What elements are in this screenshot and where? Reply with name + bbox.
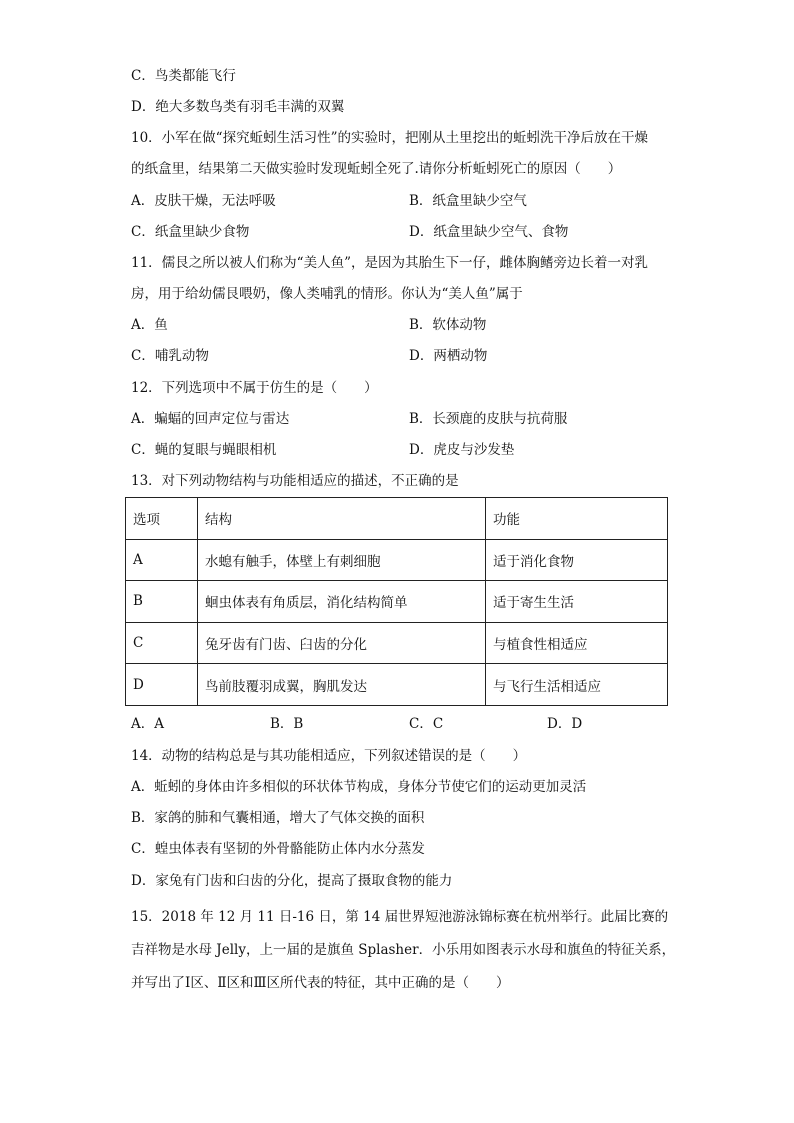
q12-option-d: D．虎皮与沙发垫 <box>409 442 515 458</box>
table-cell: B <box>126 581 198 623</box>
q11-option-b: B．软体动物 <box>409 317 487 333</box>
q15-stem-line2: 吉祥物是水母 Jelly，上一届的是旗鱼 Splasher．小乐用如图表示水母和旗鱼的特征关系， <box>131 942 676 958</box>
q14-option-b: B．家鸽的肺和气囊相通，增大了气体交换的面积 <box>131 810 425 826</box>
table-cell: 水螅有触手，体壁上有刺细胞 <box>198 539 486 581</box>
table-header-cell: 结构 <box>198 498 486 540</box>
q15-stem-line3: 并写出了Ⅰ区、Ⅱ区和Ⅲ区所代表的特征，其中正确的是（ ） <box>131 975 510 991</box>
q10-option-a: A．皮肤干燥，无法呼吸 <box>131 193 276 209</box>
q11-option-d: D．两栖动物 <box>409 348 488 364</box>
q12-stem: 12．下列选项中不属于仿生的是（ ） <box>131 380 378 396</box>
q9-option-c: C．鸟类都能飞行 <box>131 68 236 84</box>
table-header-cell: 功能 <box>486 498 668 540</box>
table-row <box>126 581 668 623</box>
q13-stem: 13．对下列动物结构与功能相适应的描述，不正确的是 <box>131 473 459 489</box>
table-cell: 与飞行生活相适应 <box>486 664 668 706</box>
q10-stem-line2: 的纸盒里，结果第二天做实验时发现蚯蚓全死了.请你分析蚯蚓死亡的原因（ ） <box>131 161 622 177</box>
table-cell: 适于消化食物 <box>486 539 668 581</box>
table-row <box>126 539 668 581</box>
q12-option-b: B．长颈鹿的皮肤与抗荷服 <box>409 411 568 427</box>
q10-option-b: B．纸盒里缺少空气 <box>409 193 527 209</box>
table-cell: C <box>126 622 198 664</box>
table-row <box>126 622 668 664</box>
q13-option-b: B．B <box>270 716 304 732</box>
table-header-row <box>126 498 668 540</box>
table-cell: 适于寄生生活 <box>486 581 668 623</box>
table-cell: A <box>126 539 198 581</box>
q14-stem: 14．动物的结构总是与其功能相适应，下列叙述错误的是（ ） <box>131 748 527 764</box>
q13-options-row <box>131 714 671 734</box>
q9-option-d: D．绝大多数鸟类有羽毛丰满的双翼 <box>131 99 345 115</box>
q11-stem-line1: 11．儒艮之所以被人们称为“美人鱼”，是因为其胎生下一仔，雌体胸鳍旁边长着一对乳 <box>131 255 648 271</box>
q10-option-d: D．纸盒里缺少空气、食物 <box>409 224 569 240</box>
q10-option-c: C．纸盒里缺少食物 <box>131 224 250 240</box>
table-cell: 蛔虫体表有角质层，消化结构简单 <box>198 581 486 623</box>
q13-option-a: A．A <box>131 716 164 732</box>
q15-stem-line1: 15．2018 年 12 月 11 日-16 日，第 14 届世界短池游泳锦标赛在杭州举行。此届比赛的 <box>131 909 669 925</box>
q10-stem-line1: 10．小军在做“探究蚯蚓生活习性”的实验时，把刚从土里挖出的蚯蚓洗干净后放在干燥 <box>131 130 648 146</box>
q11-option-c: C．哺乳动物 <box>131 348 209 364</box>
q13-option-c: C．C <box>409 716 444 732</box>
q13-table <box>125 497 668 706</box>
q11-stem-line2: 房，用于给幼儒艮喂奶，像人类哺乳的情形。你认为“美人鱼”属于 <box>131 286 523 302</box>
table-cell: 鸟前肢覆羽成翼，胸肌发达 <box>198 664 486 706</box>
table-header-cell: 选项 <box>126 498 198 540</box>
table-cell: D <box>126 664 198 706</box>
table-row <box>126 664 668 706</box>
q14-option-d: D．家兔有门齿和臼齿的分化，提高了摄取食物的能力 <box>131 873 453 889</box>
q11-option-a: A．鱼 <box>131 317 168 333</box>
q14-option-a: A．蚯蚓的身体由许多相似的环状体节构成，身体分节使它们的运动更加灵活 <box>131 779 587 795</box>
q12-option-a: A．蝙蝠的回声定位与雷达 <box>131 411 290 427</box>
q14-option-c: C．蝗虫体表有坚韧的外骨骼能防止体内水分蒸发 <box>131 841 425 857</box>
q13-option-d: D．D <box>547 716 583 732</box>
table-cell: 与植食性相适应 <box>486 622 668 664</box>
q12-option-c: C．蝇的复眼与蝇眼相机 <box>131 442 277 458</box>
table-cell: 兔牙齿有门齿、臼齿的分化 <box>198 622 486 664</box>
